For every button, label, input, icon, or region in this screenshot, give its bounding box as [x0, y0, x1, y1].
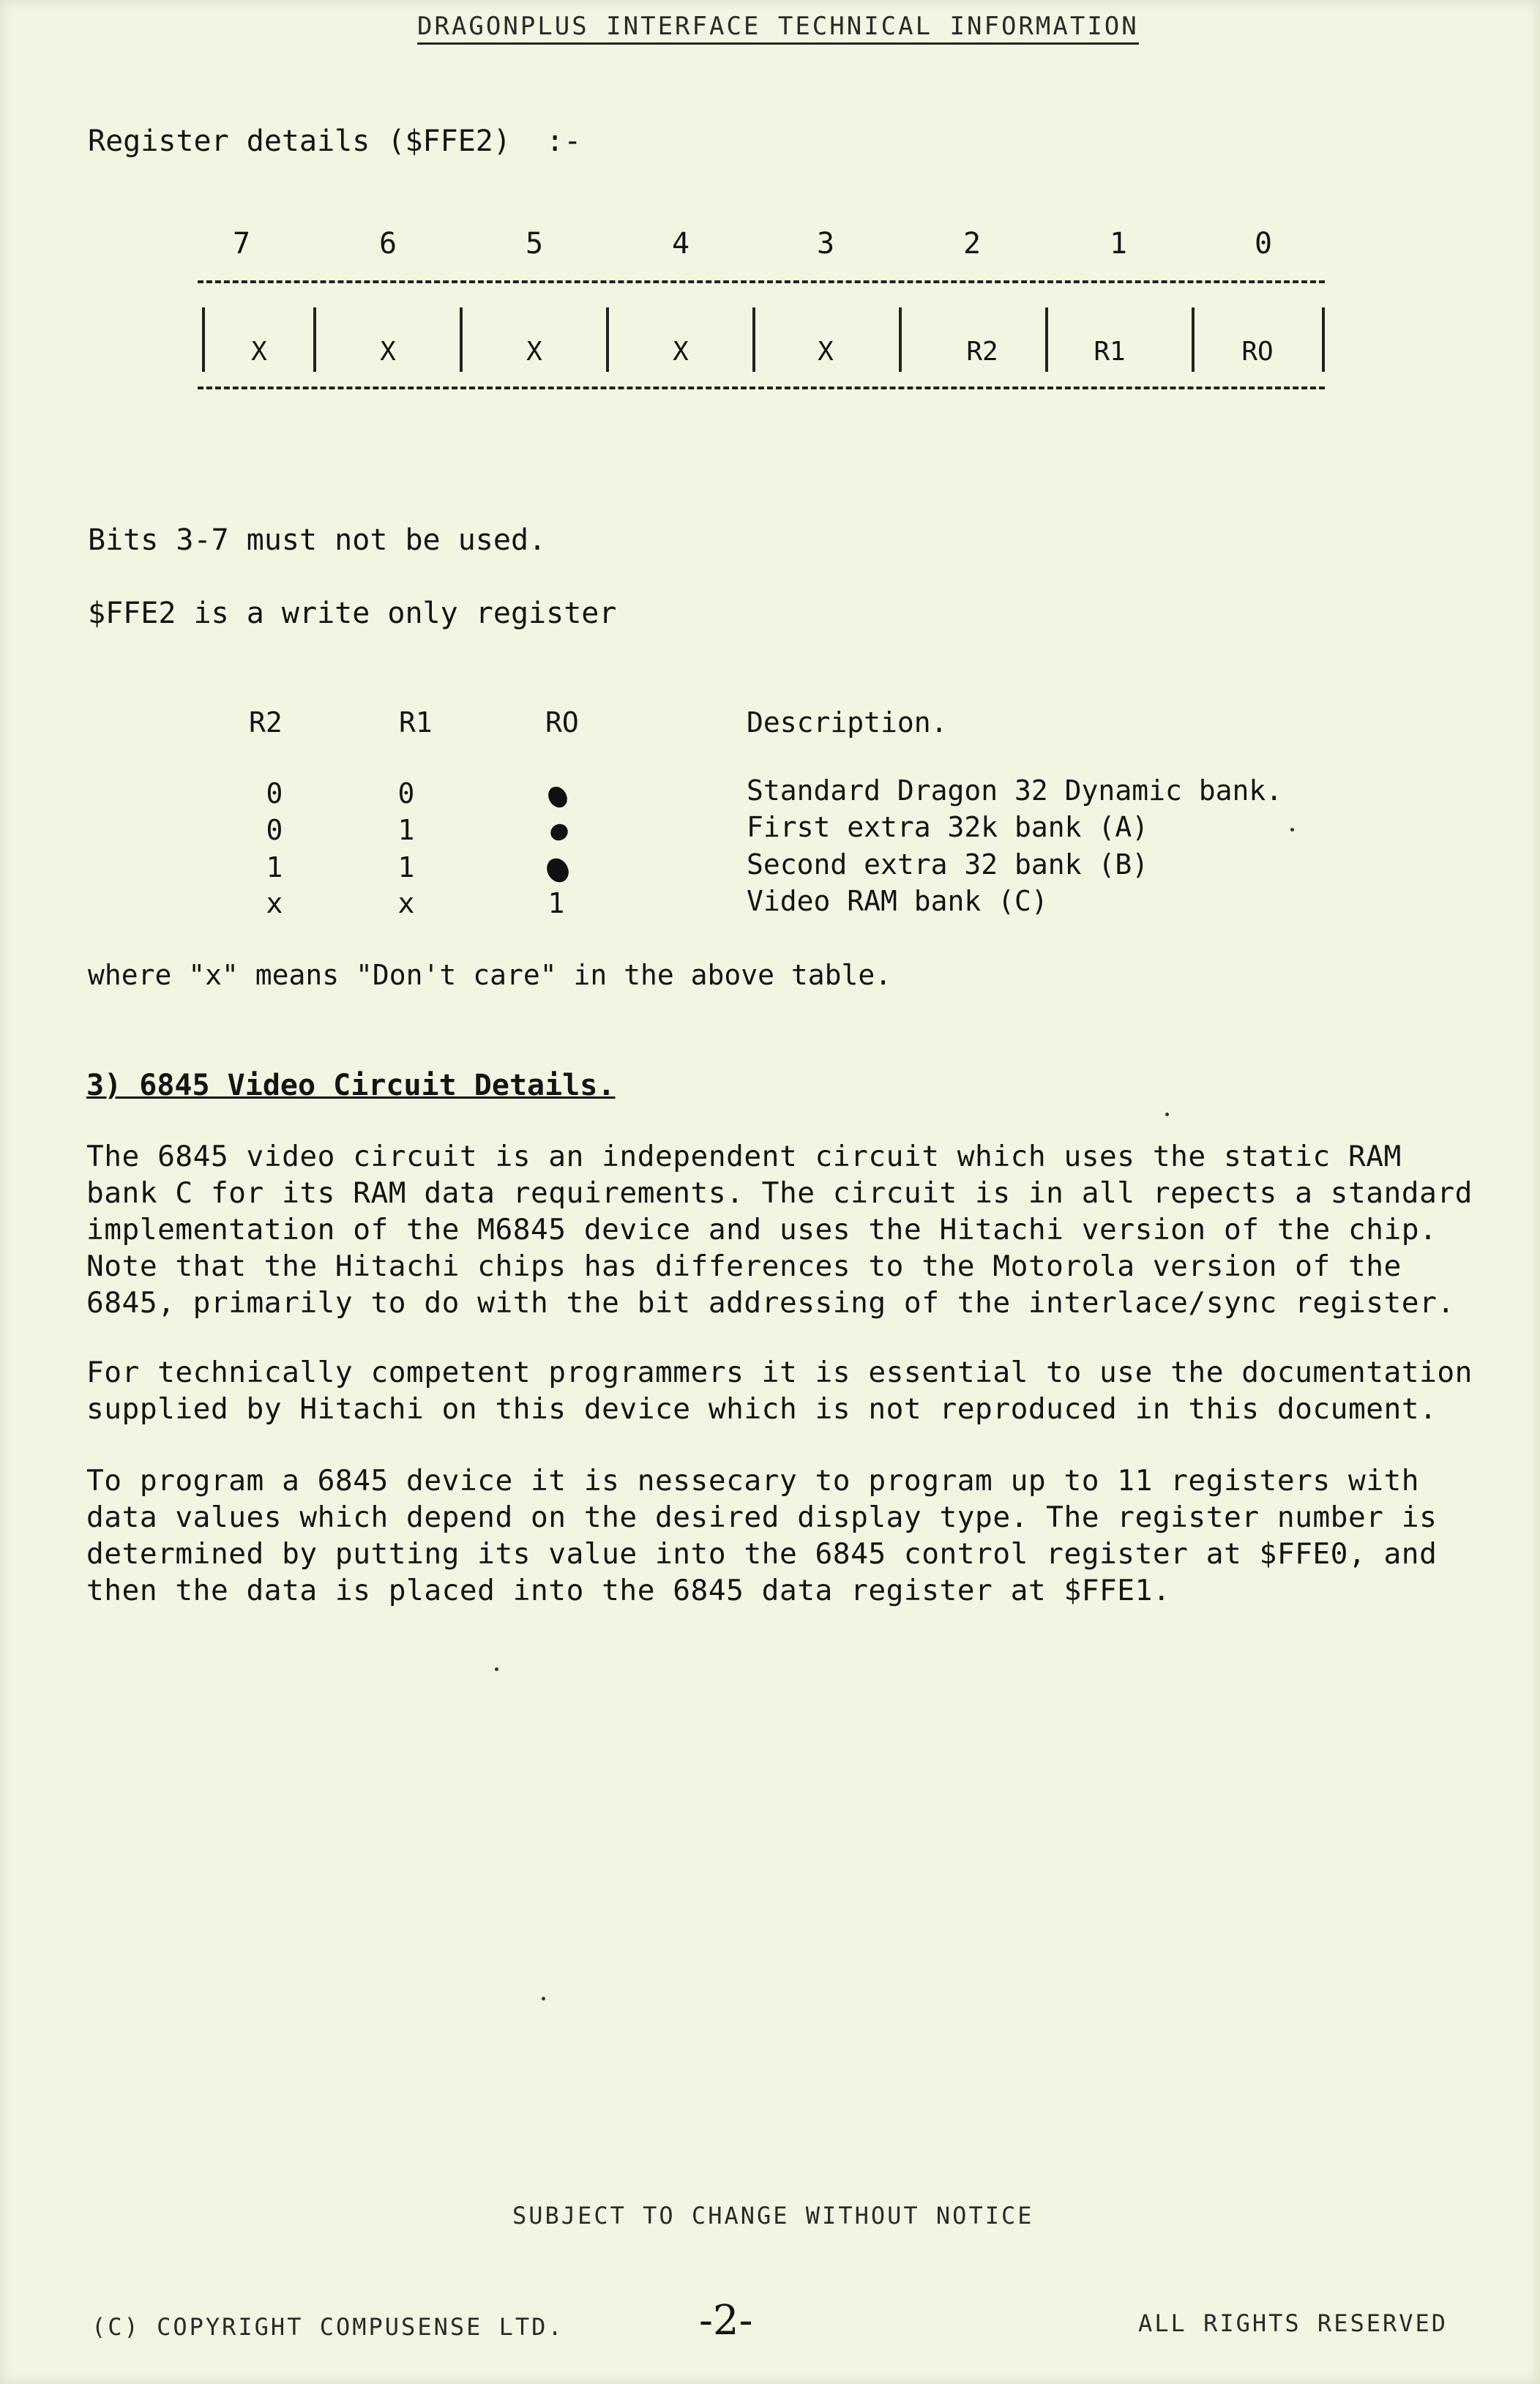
- register-cell-6: X: [380, 337, 396, 367]
- section-title: 3) 6845 Video Circuit Details.: [86, 1069, 616, 1102]
- register-cell-4: X: [673, 337, 689, 367]
- page-number: -2-: [699, 2297, 753, 2344]
- bit-number-4: 4: [671, 227, 690, 261]
- handwritten-dot-icon: [545, 783, 571, 811]
- handwritten-dot-icon: [542, 854, 572, 886]
- table-row-description: Second extra 32 bank (B): [747, 848, 1149, 881]
- table-cell: 0: [266, 777, 283, 810]
- register-divider: [1322, 307, 1325, 372]
- table-row-description: First extra 32k bank (A): [747, 811, 1149, 843]
- bit-number-6: 6: [378, 227, 397, 261]
- register-cell-7: X: [251, 337, 267, 367]
- register-divider: [1045, 307, 1048, 372]
- footer-rights: ALL RIGHTS RESERVED: [1138, 2309, 1449, 2337]
- table-cell: 1: [397, 851, 415, 883]
- register-cell-5: X: [526, 337, 542, 367]
- page-header: DRAGONPLUS INTERFACE TECHNICAL INFORMATION: [417, 12, 1139, 45]
- register-divider: [1192, 307, 1195, 372]
- scan-speck: [495, 1667, 498, 1671]
- table-header-r1: R1: [399, 706, 433, 739]
- table-header-description: Description.: [747, 706, 948, 739]
- table-cell: x: [397, 887, 415, 919]
- table-cell: 1: [266, 851, 283, 883]
- scan-speck: [1165, 1113, 1169, 1116]
- table-footnote: where "x" means "Don't care" in the above table.: [88, 959, 892, 991]
- table-cell: x: [266, 887, 283, 919]
- bit-number-2: 2: [962, 227, 982, 261]
- register-heading: Register details ($FFE2) :-: [88, 124, 582, 158]
- footer-copyright: (C) COPYRIGHT COMPUSENSE LTD.: [91, 2313, 564, 2341]
- table-cell: 0: [397, 777, 415, 810]
- scan-speck: [542, 1997, 545, 2000]
- handwritten-dot-icon: [547, 821, 571, 843]
- bits-unused-note: Bits 3-7 must not be used.: [88, 523, 547, 557]
- register-divider: [460, 307, 463, 372]
- table-header-r0: RO: [545, 706, 579, 739]
- table-cell: 1: [397, 814, 415, 846]
- bit-number-5: 5: [525, 227, 544, 261]
- bit-number-1: 1: [1109, 227, 1128, 261]
- register-cell-3: X: [818, 337, 834, 367]
- register-divider: [606, 307, 609, 372]
- write-only-note: $FFE2 is a write only register: [88, 597, 617, 630]
- register-bottom-rule: [198, 386, 1325, 389]
- register-cell-2: R2: [966, 337, 998, 367]
- table-header-r2: R2: [249, 706, 283, 739]
- register-divider: [752, 307, 755, 372]
- table-row-description: Video RAM bank (C): [747, 885, 1048, 917]
- paragraph: The 6845 video circuit is an independent circuit which uses the static RAM bank C for its RAM data requirements. The circuit is in all repects a standard implementation of the M6845 device and uses the Hitachi version of the chip. Note that the Hitachi chips has differences to the Motorola version of the 6845, primarily to do with the bit addressing of the interlace/sync register.: [86, 1140, 1473, 1320]
- table-row-description: Standard Dragon 32 Dynamic bank.: [747, 774, 1283, 807]
- footer-notice: SUBJECT TO CHANGE WITHOUT NOTICE: [512, 2202, 1034, 2230]
- table-cell: 1: [547, 887, 565, 919]
- scan-speck: [1290, 828, 1294, 832]
- bit-number-0: 0: [1254, 227, 1273, 261]
- register-divider: [899, 307, 902, 372]
- register-top-rule: [198, 280, 1325, 283]
- table-cell: 0: [266, 814, 283, 846]
- paragraph: To program a 6845 device it is nessecary to program up to 11 registers with data values which depend on the desired display type. The register number is determined by putting its value into the 6845 control register at $FFE0, and then the data is placed into the 6845 data register at $FFE1.: [86, 1464, 1438, 1607]
- register-cell-1: R1: [1094, 337, 1126, 367]
- bit-number-3: 3: [816, 227, 835, 261]
- register-divider: [202, 307, 205, 372]
- register-divider: [313, 307, 316, 372]
- paragraph: For technically competent programmers it is essential to use the documentation supplied by Hitachi on this device which is not reproduced in this document.: [86, 1356, 1473, 1426]
- bit-number-7: 7: [232, 227, 251, 261]
- register-cell-0: RO: [1241, 337, 1274, 367]
